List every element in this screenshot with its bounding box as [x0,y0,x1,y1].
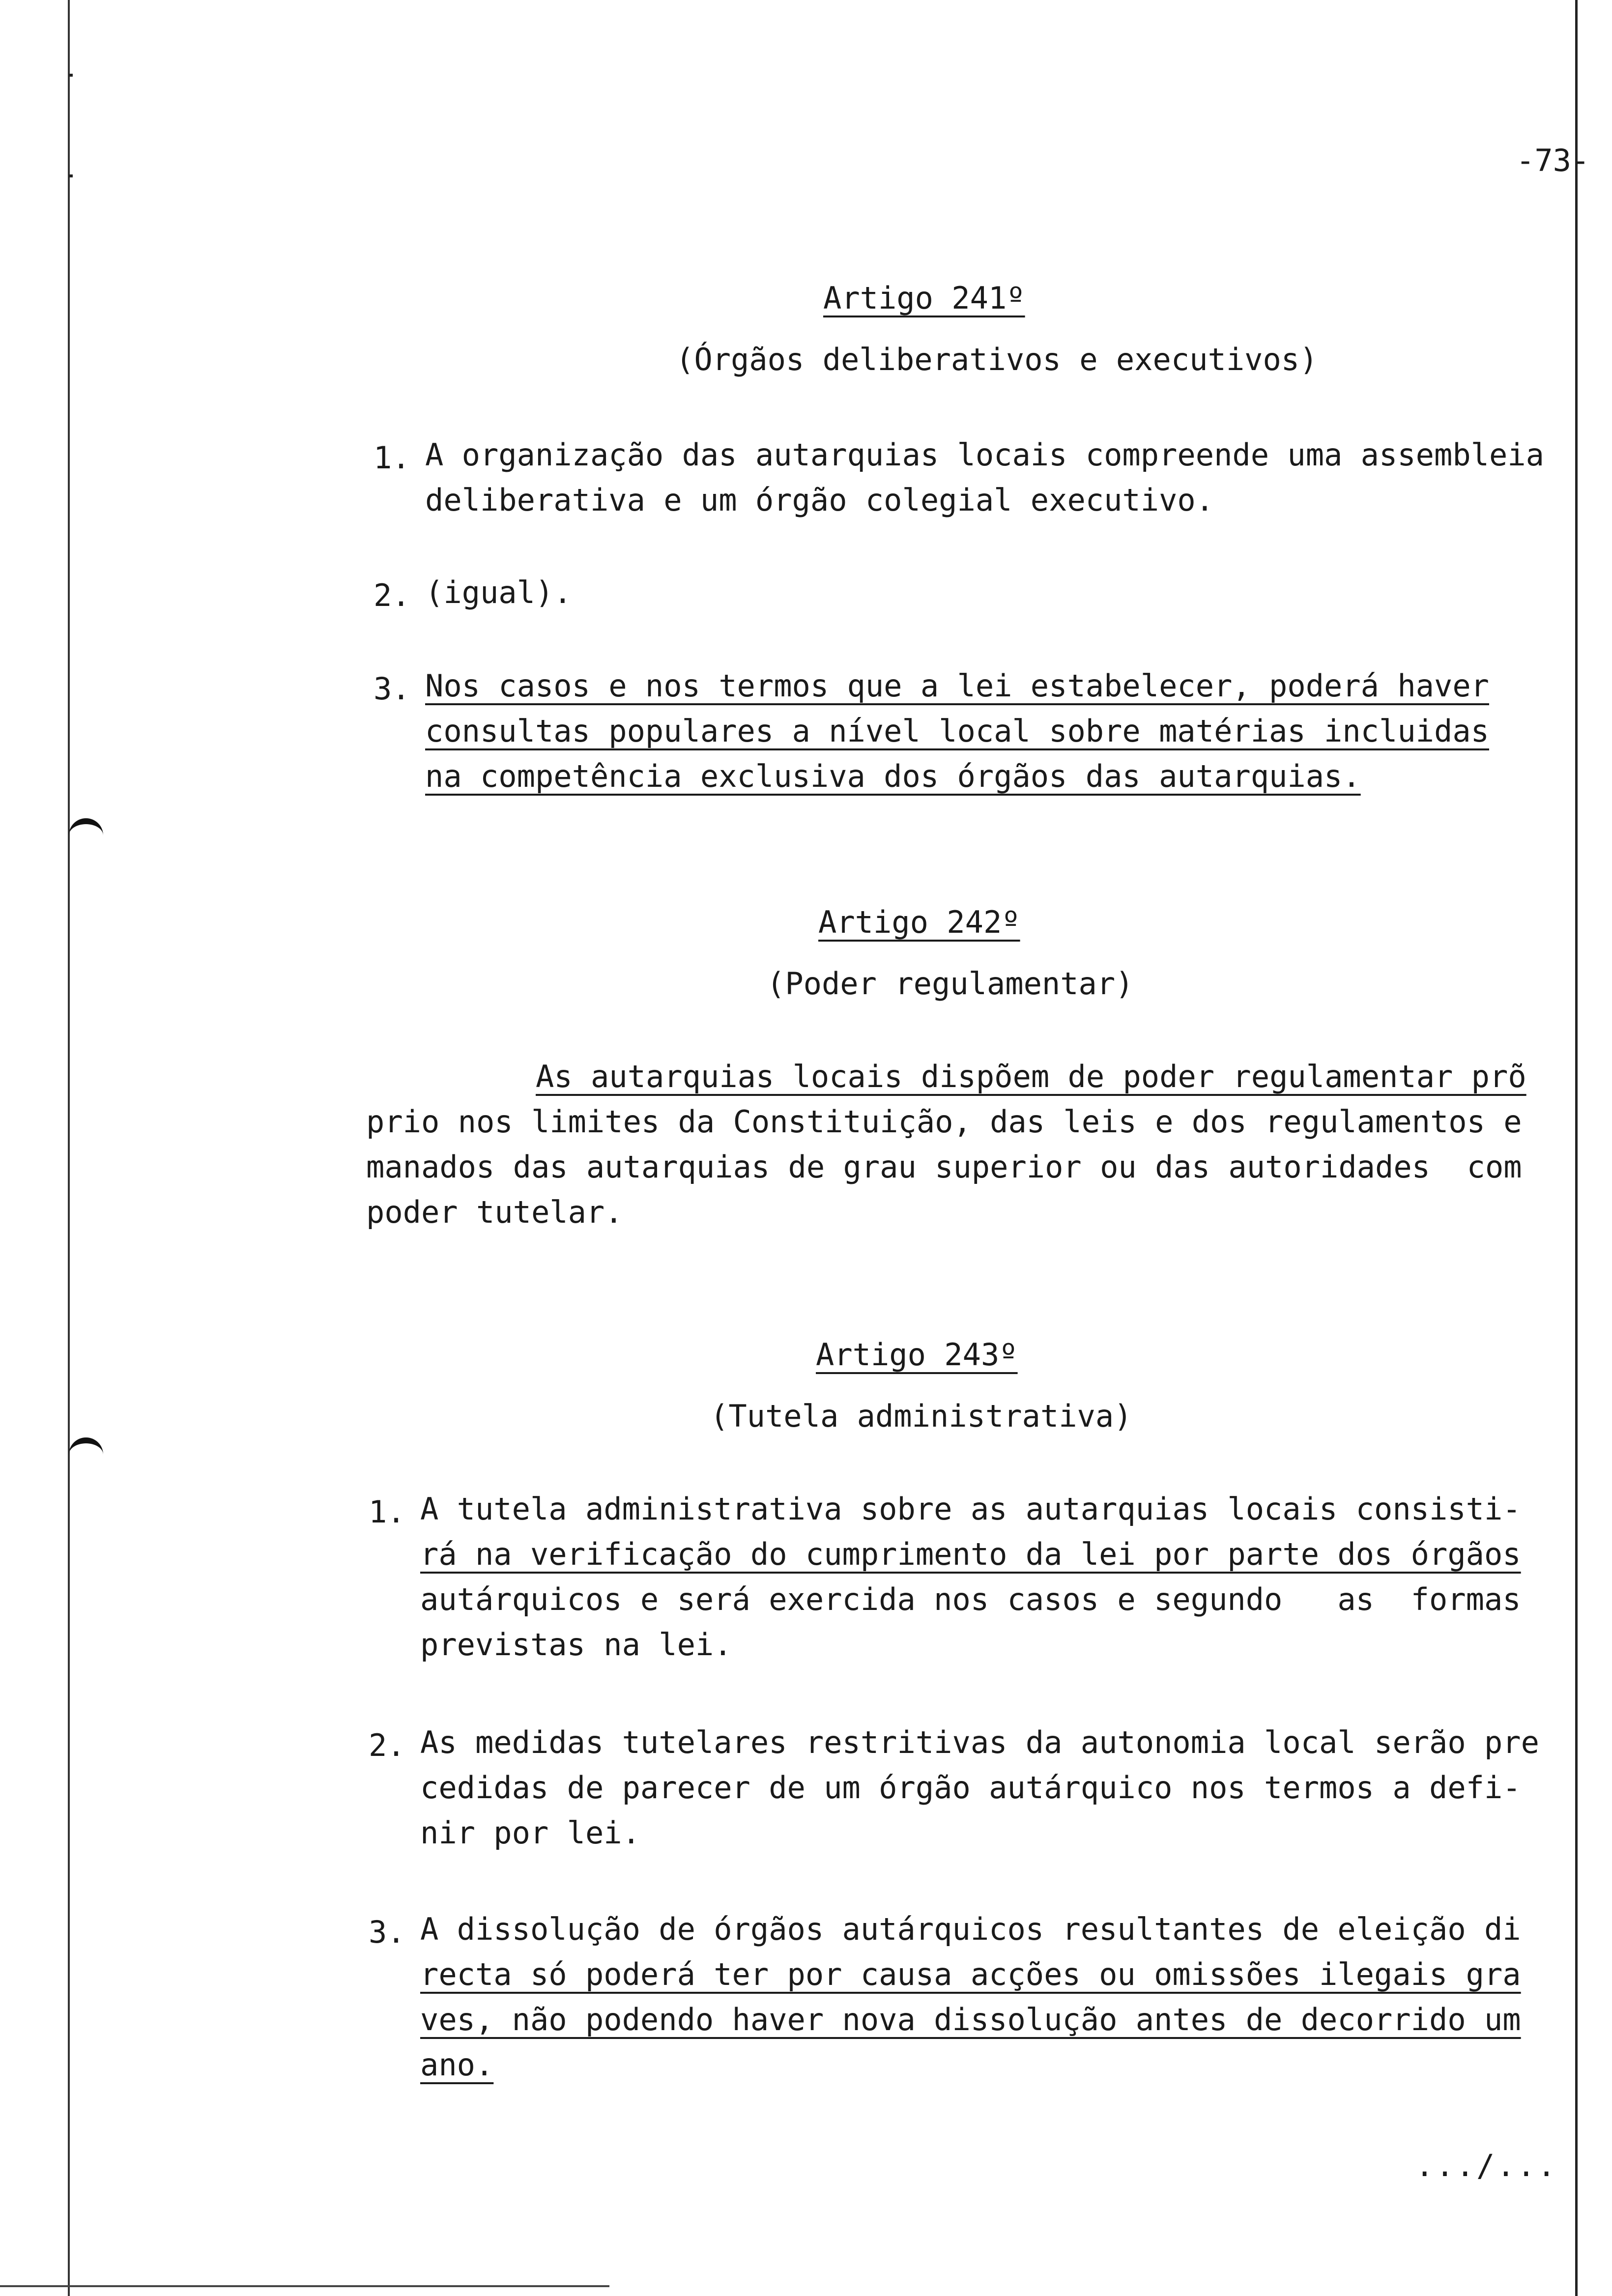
right-margin-rule [1575,0,1578,2296]
list-item [420,1720,1539,1856]
list-item [425,663,1489,799]
item-number: 2. [374,577,410,613]
list-item [425,432,1544,523]
punch-hole-mark [69,818,103,838]
item-line: Nos casos e nos termos que a lei estabelecer, poderá haver [425,668,1489,704]
article-heading: Artigo 243º [816,1337,1018,1373]
item-line: autárquicos e será exercida nos casos e segundo as formas [420,1581,1521,1617]
item-number: 3. [369,1914,405,1950]
continuation-mark: .../... [1415,2148,1558,2183]
item-line: na competência exclusiva dos órgãos das autarquias. [425,758,1361,794]
article-heading: Artigo 241º [823,280,1025,316]
bottom-rule [0,2285,609,2287]
item-line: recta só poderá ter por causa acções ou omissões ilegais gra [420,1956,1521,1992]
margin-tick [69,74,73,77]
item-line: ves, não podendo haver nova dissolução antes de decorrido um [420,2002,1521,2038]
article-paragraph [366,1054,1526,1235]
item-line: ano. [420,2047,494,2083]
item-number: 1. [374,440,410,476]
paragraph-line: manados das autarquias de grau superior ou das autoridades com [366,1149,1522,1185]
item-line: A tutela administrativa sobre as autarquias locais consisti- [420,1491,1521,1527]
article-subtitle: (Poder regulamentar) [767,966,1134,1002]
item-number: 2. [369,1727,405,1763]
item-line: consultas populares a nível local sobre matérias incluidas [425,713,1489,749]
paragraph-line: poder tutelar. [366,1194,623,1230]
item-line: nir por lei. [420,1815,640,1851]
paragraph-line: prio nos limites da Constituição, das leis e dos regulamentos e [366,1104,1522,1140]
list-item [420,1907,1521,2088]
article-subtitle: (Tutela administrativa) [710,1398,1132,1434]
punch-hole-mark [69,1437,103,1457]
item-line: rá na verificação do cumprimento da lei por parte dos órgãos [420,1536,1521,1572]
item-line: (igual). [425,574,572,610]
item-line: A dissolução de órgãos autárquicos resultantes de eleição di [420,1911,1521,1947]
item-line: As medidas tutelares restritivas da autonomia local serão pre [420,1724,1539,1760]
margin-tick [69,174,73,177]
item-line: cedidas de parecer de um órgão autárquico nos termos a defi- [420,1770,1521,1806]
list-item [420,1487,1521,1667]
article-heading: Artigo 242º [818,904,1020,940]
paragraph-line: As autarquias locais dispõem de poder regulamentar prõ [536,1059,1526,1094]
item-line: A organização das autarquias locais compreende uma assembleia [425,437,1544,473]
left-margin-rule [68,0,70,2296]
item-number: 3. [374,671,410,707]
list-item [425,570,572,615]
item-line: deliberativa e um órgão colegial executivo. [425,482,1214,518]
item-line: previstas na lei. [420,1627,732,1663]
article-subtitle: (Órgãos deliberativos e executivos) [676,342,1318,377]
item-number: 1. [369,1494,405,1530]
page-number: -73- [1516,143,1590,178]
